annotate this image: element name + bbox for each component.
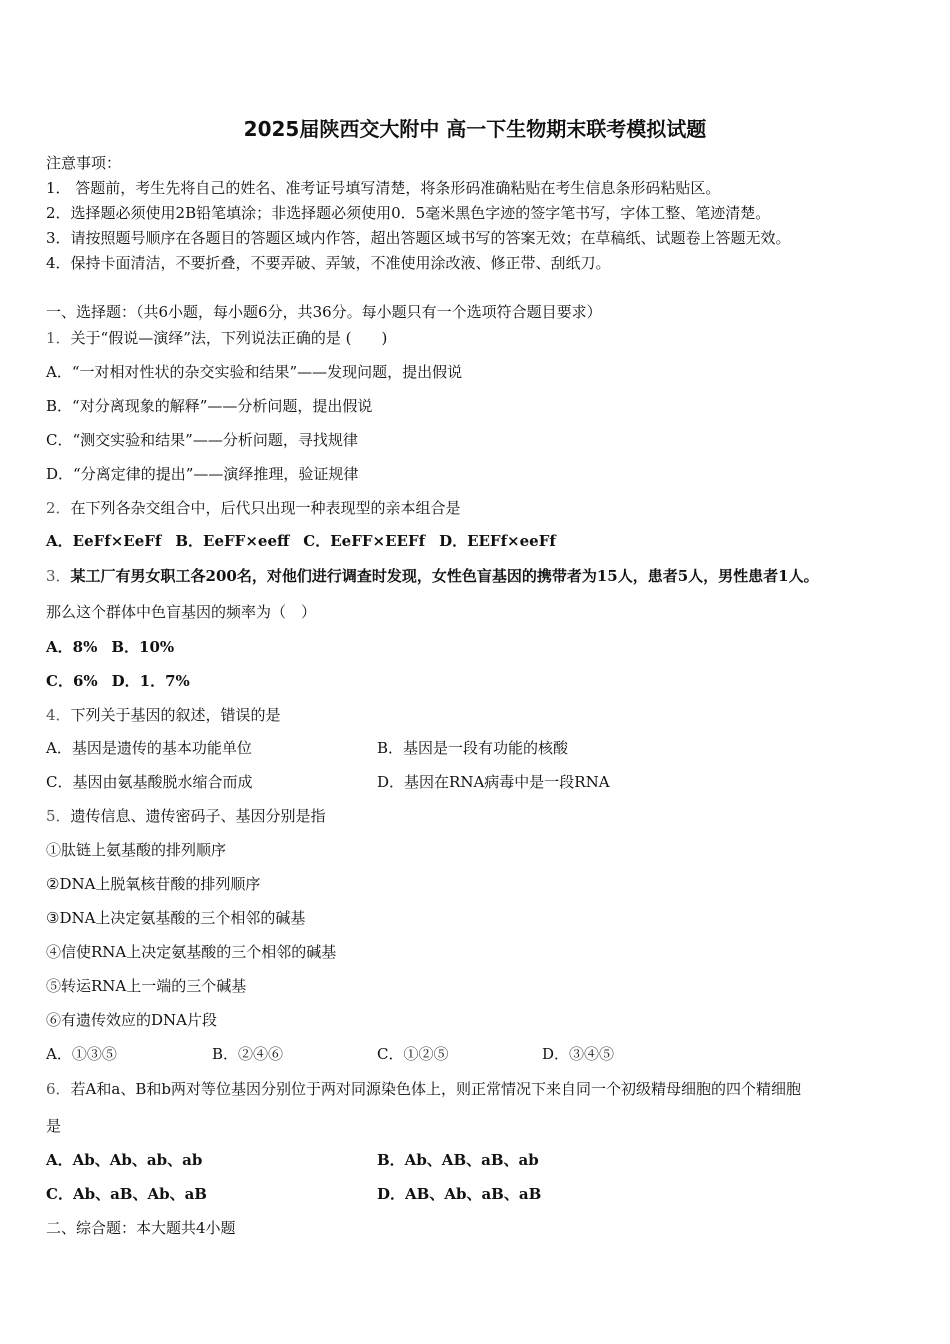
q1-option-d: D．“分离定律的提出”——演绎推理，验证规律 <box>46 465 359 483</box>
q3-option-b: B．10% <box>111 638 175 656</box>
question-3-continued: 那么这个群体中色盲基因的频率为（ ） <box>46 603 317 621</box>
question-4 <box>46 704 281 725</box>
question-number: 2． <box>46 499 71 517</box>
q2-option-a: A．EeFf×EeFf <box>46 532 162 550</box>
q6-option-c: C．Ab、aB、Ab、aB <box>46 1185 207 1203</box>
q6-option-d: D．AB、Ab、aB、aB <box>377 1185 542 1203</box>
question-number: 5． <box>46 807 71 825</box>
question-stem: 遗传信息、遗传密码子、基因分别是指 <box>70 807 326 825</box>
question-number: 1． <box>46 329 71 347</box>
q3-options-row2 <box>46 670 190 691</box>
section-one-heading: 一、选择题：（共6小题，每小题6分，共36分。每小题只有一个选项符合题目要求） <box>46 303 602 321</box>
question-2 <box>46 497 461 518</box>
question-number: 3． <box>46 567 71 585</box>
q6-option-b: B．Ab、AB、aB、ab <box>377 1151 539 1169</box>
q5-statement: ⑥有遗传效应的DNA片段 <box>46 1011 217 1029</box>
q5-option-b: B．②④⑥ <box>212 1045 284 1063</box>
question-6-continued: 是 <box>46 1117 62 1135</box>
question-3 <box>46 565 819 586</box>
q4-option-b: B．基因是一段有功能的核酸 <box>377 739 569 757</box>
q3-option-a: A．8% <box>46 638 98 656</box>
q4-option-c: C．基因由氨基酸脱水缩合而成 <box>46 773 253 791</box>
question-number: 6． <box>46 1080 71 1098</box>
section-two-heading: 二、综合题：本大题共4小题 <box>46 1219 236 1237</box>
q3-options-row1 <box>46 636 174 657</box>
q4-option-a: A．基因是遗传的基本功能单位 <box>46 739 252 757</box>
notice-item: 1． 答题前，考生先将自己的姓名、准考证号填写清楚，将条形码准确粘贴在考生信息条形码粘贴区。 <box>46 179 721 197</box>
q2-option-c: C．EeFF×EEFf <box>303 532 426 550</box>
notice-heading: 注意事项： <box>46 154 122 172</box>
q1-option-a: A．“一对相对性状的杂交实验和结果”——发现问题，提出假说 <box>46 363 463 381</box>
question-stem: 下列关于基因的叙述，错误的是 <box>70 706 281 724</box>
q2-option-b: B．EeFF×eeff <box>175 532 290 550</box>
q3-option-d: D．1．7% <box>111 672 190 690</box>
q2-option-d: D．EEFf×eeFf <box>439 532 556 550</box>
q5-statement: ②DNA上脱氧核苷酸的排列顺序 <box>46 875 261 893</box>
q5-statement: ①肽链上氨基酸的排列顺序 <box>46 841 227 859</box>
question-5 <box>46 805 326 826</box>
q5-option-c: C．①②⑤ <box>377 1045 449 1063</box>
q1-option-b: B．“对分离现象的解释”——分析问题，提出假说 <box>46 397 373 415</box>
notice-item: 4．保持卡面清洁，不要折叠，不要弄破、弄皱，不准使用涂改液、修正带、刮纸刀。 <box>46 254 611 272</box>
question-stem: 某工厂有男女职工各200名，对他们进行调查时发现，女性色盲基因的携带者为15人，患者5人，男性患者1人。 <box>70 567 819 585</box>
q6-option-a: A．Ab、Ab、ab、ab <box>46 1151 203 1169</box>
q2-options <box>46 530 556 551</box>
question-stem: 在下列各杂交组合中，后代只出现一种表现型的亲本组合是 <box>70 499 461 517</box>
question-stem: 关于“假说—演绎”法，下列说法正确的是 ( ) <box>70 329 388 347</box>
question-1 <box>46 327 387 348</box>
question-number: 4． <box>46 706 71 724</box>
question-6 <box>46 1078 801 1099</box>
notice-item: 2．选择题必须使用2B铅笔填涂；非选择题必须使用0．5毫米黑色字迹的签字笔书写，字体工整、笔迹清楚。 <box>46 204 771 222</box>
q5-statement: ③DNA上决定氨基酸的三个相邻的碱基 <box>46 909 306 927</box>
page-title: 2025届陕西交大附中 高一下生物期末联考模拟试题 <box>243 117 707 141</box>
question-stem: 若A和a、B和b两对等位基因分别位于两对同源染色体上，则正常情况下来自同一个初级精母细胞的四个精细胞 <box>70 1080 801 1098</box>
q1-option-c: C．“测交实验和结果”——分析问题，寻找规律 <box>46 431 358 449</box>
q3-option-c: C．6% <box>46 672 98 690</box>
q5-statement: ④信使RNA上决定氨基酸的三个相邻的碱基 <box>46 943 337 961</box>
q5-option-a: A．①③⑤ <box>46 1045 117 1063</box>
notice-item: 3．请按照题号顺序在各题目的答题区域内作答，超出答题区域书写的答案无效；在草稿纸、试题卷上答题无效。 <box>46 229 791 247</box>
q4-option-d: D．基因在RNA病毒中是一段RNA <box>377 773 610 791</box>
q5-option-d: D．③④⑤ <box>542 1045 615 1063</box>
q5-statement: ⑤转运RNA上一端的三个碱基 <box>46 977 247 995</box>
